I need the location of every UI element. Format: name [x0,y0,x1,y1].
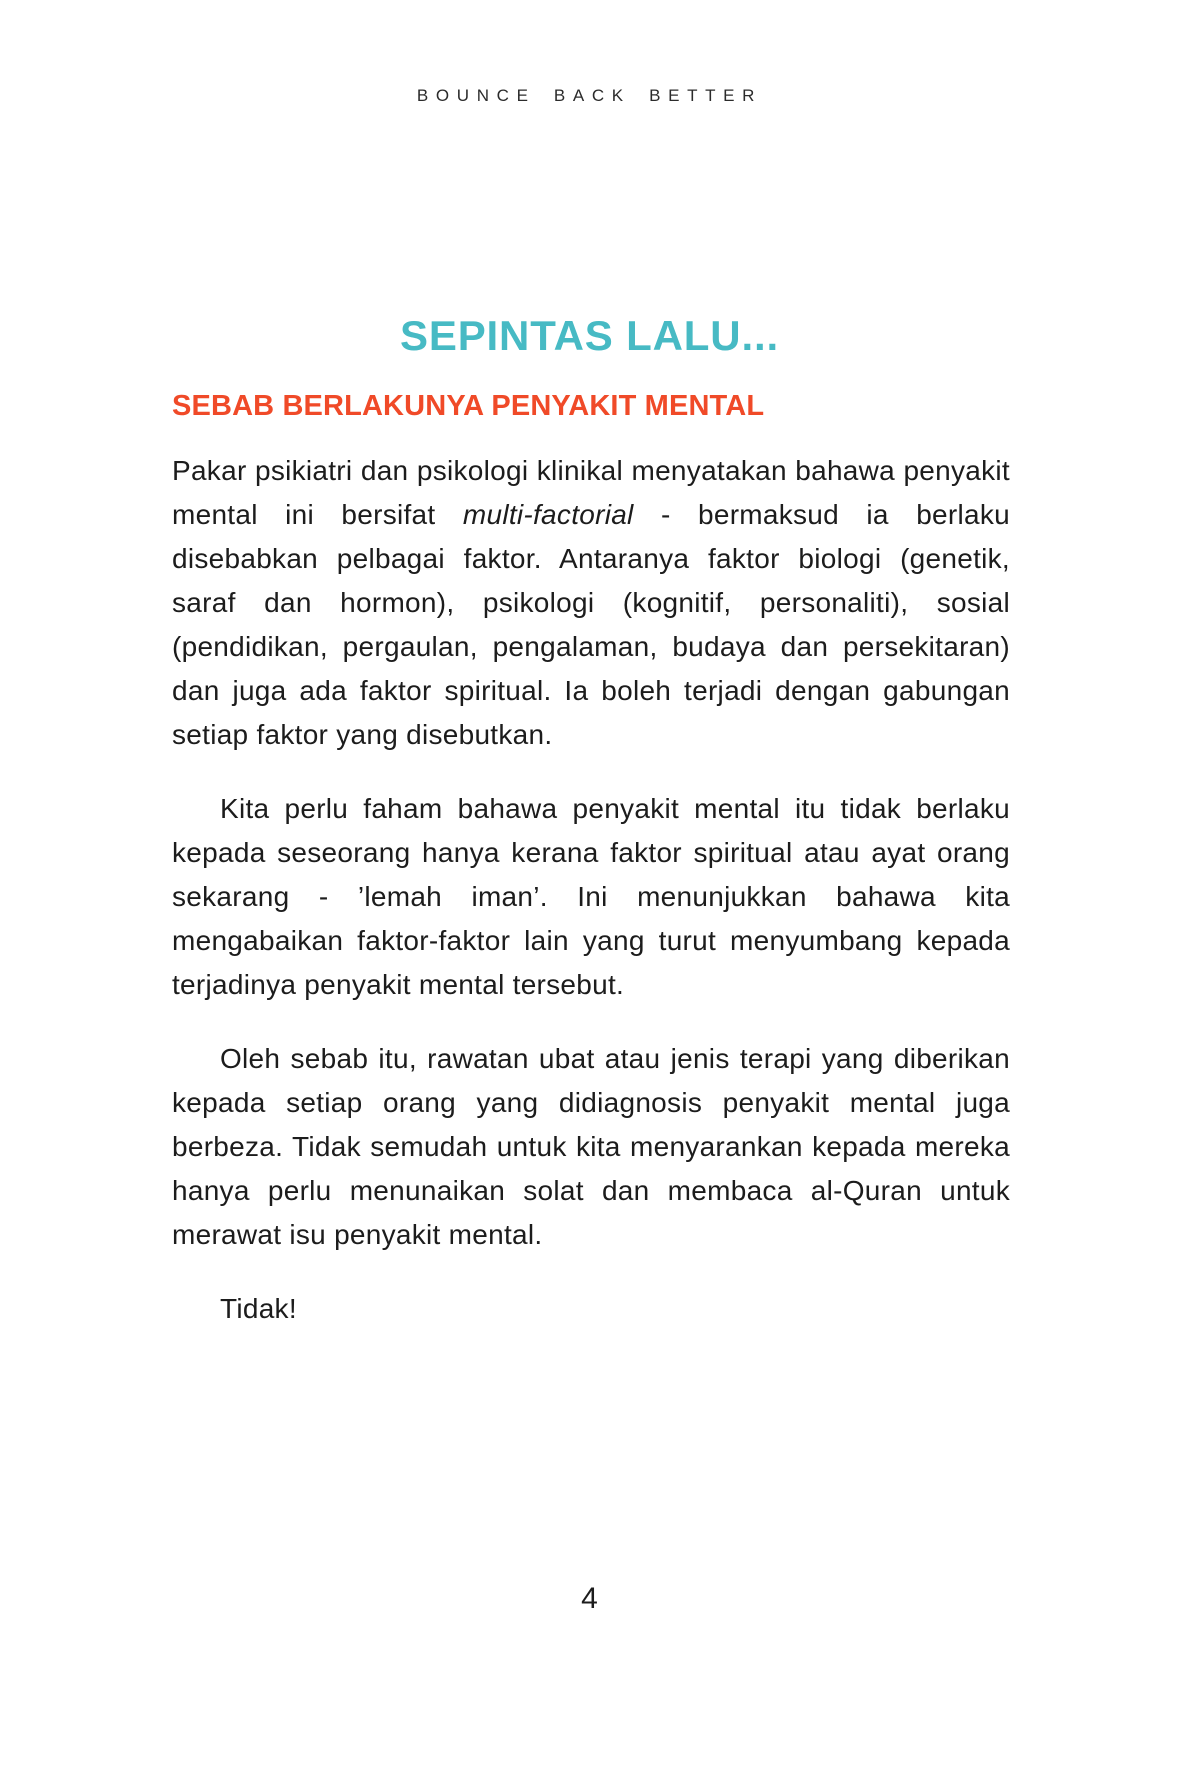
chapter-title: SEPINTAS LALU... [399,312,779,359]
paragraph-1-text-end: - bermaksud ia berlaku disebabkan pelbagai faktor. Antaranya faktor biologi (genetik, saraf dan hormon), psikologi (kognitif, personaliti), sosial (pendidikan, pergaulan, pengalaman, budaya dan persekitaran) dan juga ada faktor spiritual. Ia boleh terjadi dengan gabungan setiap faktor yang disebutkan. [172,499,1010,750]
paragraph-3: Oleh sebab itu, rawatan ubat atau jenis terapi yang diberikan kepada setiap orang yang didiagnosis penyakit mental juga berbeza. Tidak semudah untuk kita menyarankan kepada mereka hanya perlu menunaikan solat dan membaca al-Quran untuk merawat isu penyakit mental. [172,1043,1010,1250]
running-header: BOUNCE BACK BETTER [416,86,763,105]
paragraph-4: Tidak! [220,1293,297,1324]
page-number: 4 [581,1582,598,1615]
page-content [172,390,1010,1361]
section-heading: SEBAB BERLAKUNYA PENYAKIT MENTAL [172,390,765,422]
paragraph-1-italic-term: multi-factorial [462,499,634,530]
body-copy [172,449,1010,1331]
paragraph-1-text-start: Pakar psikiatri dan psikologi klinikal menyatakan bahawa penyakit mental ini bersifat [172,455,1010,530]
paragraph-1 [172,449,1010,757]
paragraph-2: Kita perlu faham bahawa penyakit mental itu tidak berlaku kepada seseorang hanya kerana faktor spiritual atau ayat orang sekarang - ’lemah iman’. Ini menunjukkan bahawa kita mengabaikan faktor-faktor lain yang turut menyumbang kepada terjadinya penyakit mental tersebut. [172,793,1010,1000]
